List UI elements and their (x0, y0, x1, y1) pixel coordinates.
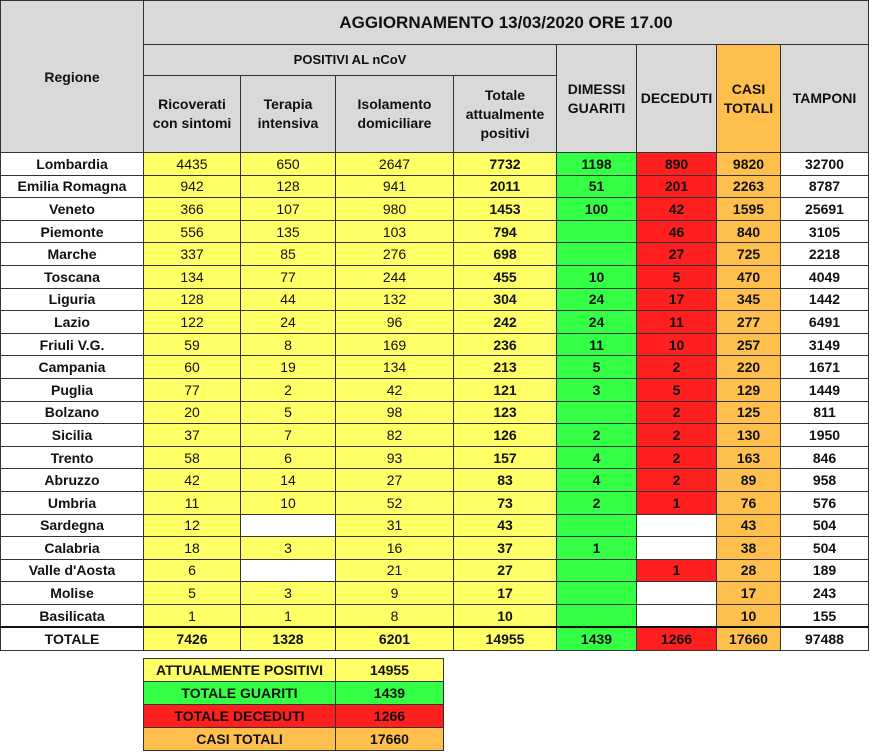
cell-casi-totali: 17 (717, 582, 781, 605)
cell-totale-positivi: 242 (454, 311, 557, 334)
cell-ricoverati: 366 (144, 198, 241, 221)
table-row (1, 514, 869, 537)
totals-totale: 14955 (454, 627, 557, 651)
cell-regione: Abruzzo (1, 469, 144, 492)
cell-tamponi: 504 (781, 537, 869, 560)
cell-casi-totali: 163 (717, 446, 781, 469)
cell-dimessi (557, 604, 637, 627)
cell-terapia: 24 (241, 311, 336, 334)
cell-dimessi: 5 (557, 356, 637, 379)
cell-tamponi: 1449 (781, 378, 869, 401)
cell-ricoverati: 337 (144, 243, 241, 266)
cell-dimessi: 1 (557, 537, 637, 560)
cell-isolamento: 941 (336, 175, 454, 198)
header-ricoverati: Ricoverati con sintomi (144, 76, 241, 153)
totals-casi: 17660 (717, 627, 781, 651)
header-positivi-group: POSITIVI AL nCoV (144, 45, 557, 76)
table-row (1, 265, 869, 288)
cell-totale-positivi: 126 (454, 424, 557, 447)
cell-totale-positivi: 37 (454, 537, 557, 560)
cell-terapia: 650 (241, 153, 336, 176)
cell-ricoverati: 128 (144, 288, 241, 311)
cell-dimessi: 4 (557, 446, 637, 469)
cell-ricoverati: 1 (144, 604, 241, 627)
table-row (1, 537, 869, 560)
cell-tamponi: 32700 (781, 153, 869, 176)
cell-regione: Basilicata (1, 604, 144, 627)
cell-totale-positivi: 43 (454, 514, 557, 537)
cell-totale-positivi: 2011 (454, 175, 557, 198)
cell-terapia: 107 (241, 198, 336, 221)
cell-deceduti: 46 (637, 220, 717, 243)
totals-terapia: 1328 (241, 627, 336, 651)
cell-isolamento: 244 (336, 265, 454, 288)
cell-ricoverati: 20 (144, 401, 241, 424)
cell-isolamento: 31 (336, 514, 454, 537)
table-row (1, 469, 869, 492)
cell-terapia: 3 (241, 582, 336, 605)
cell-regione: Valle d'Aosta (1, 559, 144, 582)
summary-label: TOTALE GUARITI (144, 682, 336, 705)
summary-row (144, 705, 444, 728)
cell-casi-totali: 840 (717, 220, 781, 243)
cell-deceduti: 1 (637, 491, 717, 514)
cell-totale-positivi: 304 (454, 288, 557, 311)
cell-deceduti: 201 (637, 175, 717, 198)
cell-casi-totali: 2263 (717, 175, 781, 198)
header-regione: Regione (1, 1, 144, 153)
cell-terapia: 77 (241, 265, 336, 288)
cell-isolamento: 103 (336, 220, 454, 243)
cell-isolamento: 21 (336, 559, 454, 582)
cell-regione: Emilia Romagna (1, 175, 144, 198)
cell-terapia (241, 559, 336, 582)
summary-value: 14955 (336, 659, 444, 682)
cell-dimessi: 2 (557, 491, 637, 514)
cell-ricoverati: 59 (144, 333, 241, 356)
totals-deceduti: 1266 (637, 627, 717, 651)
cell-deceduti: 17 (637, 288, 717, 311)
cell-tamponi: 243 (781, 582, 869, 605)
table-row (1, 243, 869, 266)
table-row (1, 491, 869, 514)
header-dimessi: DIMESSI GUARITI (557, 45, 637, 153)
cell-tamponi: 1950 (781, 424, 869, 447)
cell-dimessi: 4 (557, 469, 637, 492)
cell-ricoverati: 942 (144, 175, 241, 198)
cell-deceduti: 5 (637, 378, 717, 401)
cell-terapia: 10 (241, 491, 336, 514)
cell-tamponi: 846 (781, 446, 869, 469)
cell-isolamento: 93 (336, 446, 454, 469)
cell-ricoverati: 122 (144, 311, 241, 334)
cell-totale-positivi: 83 (454, 469, 557, 492)
table-row (1, 175, 869, 198)
cell-casi-totali: 220 (717, 356, 781, 379)
cell-tamponi: 4049 (781, 265, 869, 288)
cell-terapia: 128 (241, 175, 336, 198)
cell-isolamento: 52 (336, 491, 454, 514)
table-row (1, 356, 869, 379)
cell-isolamento: 276 (336, 243, 454, 266)
cell-tamponi: 811 (781, 401, 869, 424)
cell-terapia: 19 (241, 356, 336, 379)
cell-isolamento: 980 (336, 198, 454, 221)
cell-totale-positivi: 794 (454, 220, 557, 243)
cell-terapia: 2 (241, 378, 336, 401)
cell-ricoverati: 134 (144, 265, 241, 288)
table-row (1, 288, 869, 311)
cell-deceduti: 11 (637, 311, 717, 334)
header-casi-totali: CASI TOTALI (717, 45, 781, 153)
cell-deceduti: 1 (637, 559, 717, 582)
cell-casi-totali: 10 (717, 604, 781, 627)
cell-dimessi (557, 220, 637, 243)
cell-ricoverati: 18 (144, 537, 241, 560)
cell-totale-positivi: 157 (454, 446, 557, 469)
cell-regione: Calabria (1, 537, 144, 560)
cell-terapia: 44 (241, 288, 336, 311)
cell-dimessi: 100 (557, 198, 637, 221)
cell-deceduti: 5 (637, 265, 717, 288)
cell-dimessi (557, 582, 637, 605)
cell-casi-totali: 130 (717, 424, 781, 447)
cell-regione: Trento (1, 446, 144, 469)
cell-regione: Molise (1, 582, 144, 605)
cell-ricoverati: 12 (144, 514, 241, 537)
totals-label: TOTALE (1, 627, 144, 651)
cell-terapia: 135 (241, 220, 336, 243)
cell-casi-totali: 1595 (717, 198, 781, 221)
cell-totale-positivi: 123 (454, 401, 557, 424)
cell-terapia: 1 (241, 604, 336, 627)
cell-terapia: 7 (241, 424, 336, 447)
cell-totale-positivi: 455 (454, 265, 557, 288)
cell-terapia (241, 514, 336, 537)
cell-ricoverati: 37 (144, 424, 241, 447)
cell-dimessi: 1198 (557, 153, 637, 176)
cell-deceduti: 2 (637, 401, 717, 424)
summary-row (144, 682, 444, 705)
cell-deceduti: 2 (637, 446, 717, 469)
cell-ricoverati: 11 (144, 491, 241, 514)
cell-regione: Toscana (1, 265, 144, 288)
cell-dimessi (557, 559, 637, 582)
cell-casi-totali: 43 (717, 514, 781, 537)
cell-ricoverati: 60 (144, 356, 241, 379)
cell-regione: Sicilia (1, 424, 144, 447)
cell-deceduti: 2 (637, 356, 717, 379)
cell-casi-totali: 725 (717, 243, 781, 266)
header-totale-positivi: Totale attualmente positivi (454, 76, 557, 153)
cell-deceduti: 890 (637, 153, 717, 176)
table-row (1, 401, 869, 424)
cell-tamponi: 1671 (781, 356, 869, 379)
cell-tamponi: 576 (781, 491, 869, 514)
cell-regione: Veneto (1, 198, 144, 221)
cell-tamponi: 25691 (781, 198, 869, 221)
summary-value: 17660 (336, 728, 444, 751)
header-tamponi: TAMPONI (781, 45, 869, 153)
header-isolamento: Isolamento domiciliare (336, 76, 454, 153)
cell-tamponi: 3149 (781, 333, 869, 356)
summary-label: TOTALE DECEDUTI (144, 705, 336, 728)
cell-totale-positivi: 10 (454, 604, 557, 627)
table-row (1, 220, 869, 243)
cell-casi-totali: 129 (717, 378, 781, 401)
totals-tamponi: 97488 (781, 627, 869, 651)
summary-label: CASI TOTALI (144, 728, 336, 751)
cell-terapia: 6 (241, 446, 336, 469)
cell-dimessi: 2 (557, 424, 637, 447)
cell-dimessi: 24 (557, 311, 637, 334)
cell-deceduti (637, 514, 717, 537)
cell-totale-positivi: 27 (454, 559, 557, 582)
totals-isolamento: 6201 (336, 627, 454, 651)
table-row (1, 446, 869, 469)
table-row (1, 582, 869, 605)
cell-regione: Friuli V.G. (1, 333, 144, 356)
cell-deceduti: 2 (637, 469, 717, 492)
cell-totale-positivi: 236 (454, 333, 557, 356)
cell-isolamento: 8 (336, 604, 454, 627)
totals-row (1, 627, 869, 651)
cell-dimessi (557, 514, 637, 537)
cell-dimessi: 3 (557, 378, 637, 401)
cell-deceduti: 27 (637, 243, 717, 266)
cell-casi-totali: 76 (717, 491, 781, 514)
cell-dimessi: 24 (557, 288, 637, 311)
cell-ricoverati: 6 (144, 559, 241, 582)
cell-tamponi: 2218 (781, 243, 869, 266)
cell-tamponi: 189 (781, 559, 869, 582)
cell-totale-positivi: 698 (454, 243, 557, 266)
cell-terapia: 8 (241, 333, 336, 356)
cell-casi-totali: 125 (717, 401, 781, 424)
cell-tamponi: 958 (781, 469, 869, 492)
cell-tamponi: 155 (781, 604, 869, 627)
cell-totale-positivi: 121 (454, 378, 557, 401)
cell-regione: Lombardia (1, 153, 144, 176)
totals-dimessi: 1439 (557, 627, 637, 651)
summary-value: 1266 (336, 705, 444, 728)
table-row (1, 198, 869, 221)
header-terapia: Terapia intensiva (241, 76, 336, 153)
table-row (1, 424, 869, 447)
cell-casi-totali: 345 (717, 288, 781, 311)
cell-isolamento: 42 (336, 378, 454, 401)
table-row (1, 333, 869, 356)
totals-ricoverati: 7426 (144, 627, 241, 651)
table-row (1, 559, 869, 582)
summary-table (143, 658, 444, 751)
cell-tamponi: 504 (781, 514, 869, 537)
cell-dimessi: 10 (557, 265, 637, 288)
table-body (1, 153, 869, 628)
cell-ricoverati: 556 (144, 220, 241, 243)
cell-casi-totali: 257 (717, 333, 781, 356)
cell-regione: Puglia (1, 378, 144, 401)
cell-casi-totali: 89 (717, 469, 781, 492)
cell-ricoverati: 58 (144, 446, 241, 469)
cell-isolamento: 2647 (336, 153, 454, 176)
cell-totale-positivi: 1453 (454, 198, 557, 221)
cell-casi-totali: 277 (717, 311, 781, 334)
table-row (1, 311, 869, 334)
cell-regione: Umbria (1, 491, 144, 514)
cell-deceduti: 42 (637, 198, 717, 221)
table-row (1, 153, 869, 176)
cell-totale-positivi: 213 (454, 356, 557, 379)
cell-regione: Piemonte (1, 220, 144, 243)
cell-deceduti: 2 (637, 424, 717, 447)
header-deceduti: DECEDUTI (637, 45, 717, 153)
cell-regione: Campania (1, 356, 144, 379)
cell-isolamento: 98 (336, 401, 454, 424)
cell-regione: Sardegna (1, 514, 144, 537)
cell-isolamento: 9 (336, 582, 454, 605)
cell-deceduti (637, 537, 717, 560)
cell-deceduti: 10 (637, 333, 717, 356)
cell-totale-positivi: 7732 (454, 153, 557, 176)
cell-isolamento: 27 (336, 469, 454, 492)
summary-row (144, 659, 444, 682)
cell-terapia: 14 (241, 469, 336, 492)
cell-tamponi: 6491 (781, 311, 869, 334)
summary-row (144, 728, 444, 751)
cell-casi-totali: 28 (717, 559, 781, 582)
cell-dimessi: 51 (557, 175, 637, 198)
page-title: AGGIORNAMENTO 13/03/2020 ORE 17.00 (144, 1, 869, 45)
cell-casi-totali: 470 (717, 265, 781, 288)
cell-tamponi: 1442 (781, 288, 869, 311)
cell-regione: Marche (1, 243, 144, 266)
cell-tamponi: 8787 (781, 175, 869, 198)
cell-casi-totali: 38 (717, 537, 781, 560)
cell-dimessi: 11 (557, 333, 637, 356)
cell-deceduti (637, 604, 717, 627)
cell-totale-positivi: 73 (454, 491, 557, 514)
cell-tamponi: 3105 (781, 220, 869, 243)
cell-isolamento: 16 (336, 537, 454, 560)
cell-isolamento: 134 (336, 356, 454, 379)
cell-dimessi (557, 243, 637, 266)
cell-terapia: 85 (241, 243, 336, 266)
cell-isolamento: 132 (336, 288, 454, 311)
cell-regione: Bolzano (1, 401, 144, 424)
cell-ricoverati: 77 (144, 378, 241, 401)
cell-deceduti (637, 582, 717, 605)
cell-casi-totali: 9820 (717, 153, 781, 176)
cell-ricoverati: 5 (144, 582, 241, 605)
cell-isolamento: 96 (336, 311, 454, 334)
cell-totale-positivi: 17 (454, 582, 557, 605)
cell-regione: Liguria (1, 288, 144, 311)
summary-label: ATTUALMENTE POSITIVI (144, 659, 336, 682)
table-row (1, 604, 869, 627)
table-row (1, 378, 869, 401)
cell-ricoverati: 4435 (144, 153, 241, 176)
summary-value: 1439 (336, 682, 444, 705)
cell-ricoverati: 42 (144, 469, 241, 492)
cell-terapia: 5 (241, 401, 336, 424)
cell-isolamento: 82 (336, 424, 454, 447)
cell-dimessi (557, 401, 637, 424)
cell-isolamento: 169 (336, 333, 454, 356)
cell-regione: Lazio (1, 311, 144, 334)
cell-terapia: 3 (241, 537, 336, 560)
